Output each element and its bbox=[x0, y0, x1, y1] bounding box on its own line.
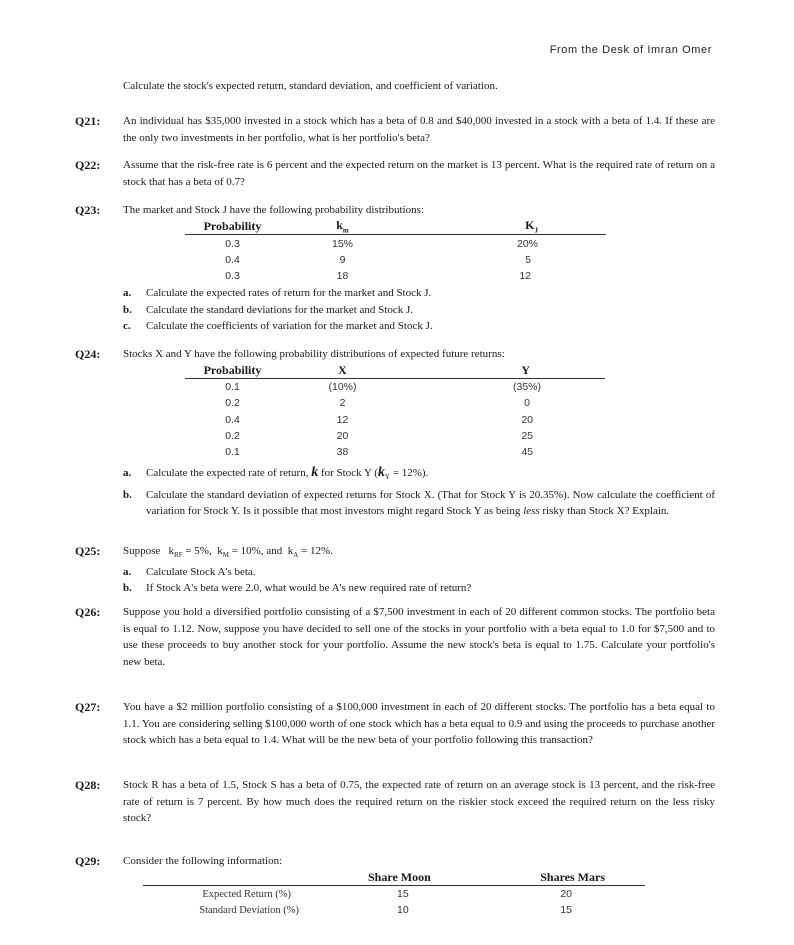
question-text: An individual has $35,000 invested in a stock which has a beta of 0.8 and $40,000 invested in a stock with a beta of 1.4. If these are the only two investments in her portfolio, what is her portfolio's beta? bbox=[123, 115, 715, 144]
part-b: b. If Stock A's beta were 2.0, what would be A's new required rate of return? bbox=[123, 582, 472, 595]
question-21 bbox=[75, 113, 715, 146]
col-probability: Probability bbox=[185, 218, 280, 235]
question-text: Suppose you hold a diversified portfolio consisting of a $7,500 investment in each of 20 different common stocks. The portfolio beta is equal to 1.12. Now, suppose you have decided to sell one of the stocks in your portfolio with a beta equal to 1.0 for $7,500 and to use these proceeds to buy another stock for your portfolio. Assume the new stock's beta is equal to 1.75. Calculate your portfolio's new beta. bbox=[123, 606, 715, 668]
intro-line bbox=[75, 78, 715, 95]
question-number: Q23: bbox=[75, 203, 101, 217]
table-row: 0.1 38 45 bbox=[225, 446, 533, 459]
question-22 bbox=[75, 157, 715, 190]
question-text: Stock R has a beta of 1.5, Stock S has a beta of 0.75, the expected rate of return on an average stock is 13 percent, and the risk-free rate of return is 7 percent. By how much does the required return on the riskier stock exceed the required return on the less risky stock? bbox=[123, 779, 715, 824]
question-number: Q22: bbox=[75, 158, 101, 172]
question-text: You have a $2 million portfolio consisting of a $100,000 investment in each of 20 different stocks. The portfolio has a beta equal to 1.1. You are considering selling $100,000 worth of one stock which has a beta equal to 0.9 and using the proceeds to purchase another stock which has a beta equal to 1.4. What will be the new beta of your portfolio following this transaction? bbox=[123, 701, 715, 746]
col-y: Y bbox=[405, 362, 605, 379]
col-shares-mars: Shares Mars bbox=[481, 869, 645, 886]
part-b: b. Calculate the standard deviation of expected returns for Stock X. (That for Stock Y is 20.35%). Now calculate the coefficient of variation for Stock Y. Is it possible that most investors might regard Stock Y as being less risky than Stock X? Explain. bbox=[123, 488, 715, 518]
table-row: 0.3 15% 20% bbox=[225, 237, 538, 250]
question-number: Q26: bbox=[75, 605, 101, 619]
question-28 bbox=[75, 777, 715, 827]
question-text: Consider the following information: bbox=[123, 855, 283, 867]
question-text: Suppose $k_{RF} = 5\%$, $k_M = 10\%$, and $k_A = 12\%$. bbox=[123, 545, 333, 560]
question-text: Assume that the risk-free rate is 6 percent and the expected return on the market is 13 percent. What is the required rate of return on a stock that has a beta of 0.7? bbox=[123, 159, 715, 188]
k-hat-symbol: k bbox=[311, 465, 319, 480]
question-text: The market and Stock J have the following probability distributions: bbox=[123, 204, 424, 216]
q24-parts bbox=[75, 465, 715, 520]
part-a: a. Calculate the expected rates of return for the market and Stock J. bbox=[123, 287, 432, 299]
question-23 bbox=[75, 202, 715, 219]
q23-parts bbox=[75, 285, 715, 335]
k-hat-y-symbol: k bbox=[377, 465, 385, 480]
table-row: Standard Deviation (%) 10 15 bbox=[199, 904, 572, 917]
question-number: Q29: bbox=[75, 854, 101, 868]
part-a: a. Calculate Stock A's beta. bbox=[123, 565, 256, 578]
page-header: From the Desk of Imran Omer bbox=[549, 44, 712, 56]
table-header-row bbox=[143, 869, 645, 886]
part-b: b. Calculate the standard deviations for the market and Stock J. bbox=[123, 303, 413, 316]
question-29 bbox=[75, 853, 715, 870]
q29-info-table bbox=[143, 869, 645, 919]
question-text: Stocks X and Y have the following probability distributions of expected future returns: bbox=[123, 348, 505, 360]
question-number: Q24: bbox=[75, 347, 101, 361]
table-row: 0.2 2 0 bbox=[225, 397, 530, 410]
table-header-row bbox=[185, 362, 605, 379]
part-c: c. Calculate the coefficients of variation for the market and Stock J. bbox=[123, 320, 433, 332]
table-row: 0.1 (10%) (35%) bbox=[225, 381, 541, 394]
q24-distribution-table bbox=[185, 362, 605, 460]
table-row: 0.4 12 20 bbox=[225, 413, 533, 426]
col-x: X bbox=[280, 362, 405, 379]
col-kj: $K_J$ bbox=[405, 218, 606, 235]
question-25 bbox=[75, 543, 715, 597]
table-header-row bbox=[185, 218, 606, 235]
table-row: 0.4 9 5 bbox=[225, 253, 531, 266]
question-number: Q28: bbox=[75, 778, 101, 792]
question-number: Q27: bbox=[75, 700, 101, 714]
table-row: 0.3 18 12 bbox=[225, 270, 531, 283]
col-km: $k_m$ bbox=[280, 218, 405, 235]
col-probability: Probability bbox=[185, 362, 280, 379]
question-number: Q21: bbox=[75, 114, 101, 128]
intro-text: Calculate the stock's expected return, standard deviation, and coefficient of variation. bbox=[123, 80, 498, 92]
question-26 bbox=[75, 604, 715, 670]
table-row: 0.2 20 25 bbox=[225, 430, 533, 443]
col-share-moon: Share Moon bbox=[311, 869, 481, 886]
question-24 bbox=[75, 346, 715, 363]
part-a: a. Calculate the expected rate of return, k for Stock Y $(k_Y = 12\%)$. bbox=[123, 465, 429, 482]
question-27 bbox=[75, 699, 715, 749]
table-row: Expected Return (%) 15 20 bbox=[202, 888, 572, 901]
question-number: Q25: bbox=[75, 544, 101, 558]
q23-distribution-table bbox=[185, 218, 606, 284]
